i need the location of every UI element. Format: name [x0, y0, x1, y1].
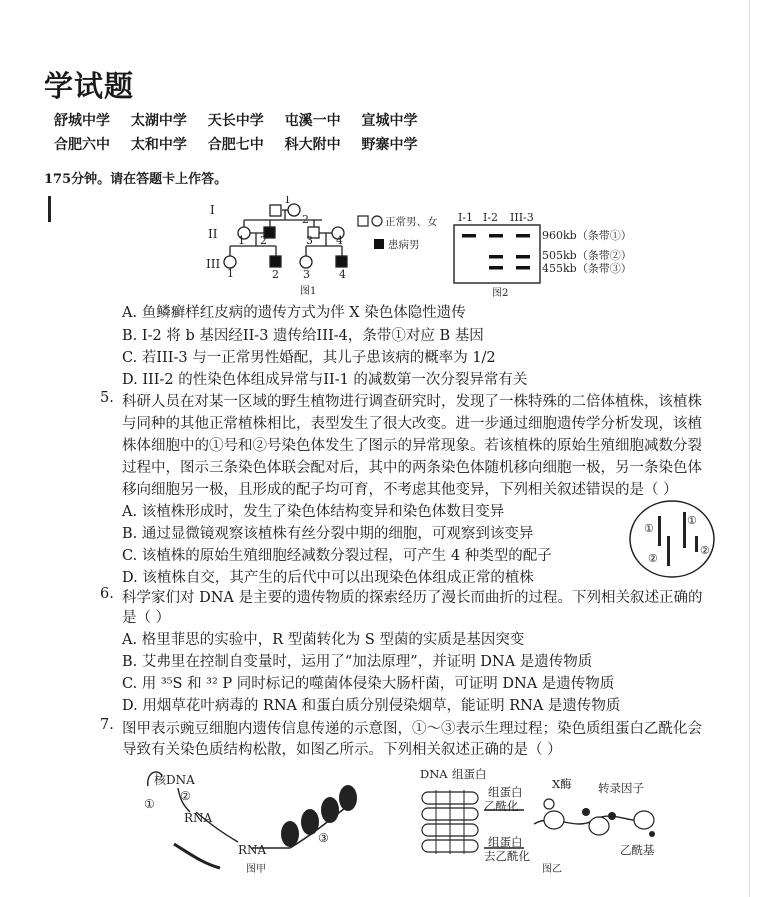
q6-option-d: D. 用烟草花叶病毒的 RNA 和蛋白质分别侵染烟草，能证明 RNA 是遗传物质 [122, 698, 621, 714]
transcription-factor [608, 812, 616, 820]
legend-affected-symbol [374, 239, 384, 249]
individual-label: 2 [272, 268, 279, 281]
chromosome-label: ② [648, 552, 658, 565]
band-label: 505kb（条带②） [542, 249, 632, 262]
acetyl-group [649, 831, 655, 837]
figure-caption: 图2 [492, 288, 509, 299]
generation-label: I [210, 203, 215, 217]
legend-affected-label: 患病男 [388, 239, 420, 251]
label-dna: DNA [420, 767, 448, 781]
pedigree-female [300, 256, 312, 268]
school-name: 天长中学 [207, 113, 264, 129]
cell-outline [630, 501, 714, 577]
individual-label: 2 [260, 234, 267, 247]
label-process-3: ③ [318, 831, 329, 845]
school-name: 科大附中 [284, 137, 341, 153]
q5-number: 5. [100, 390, 114, 406]
label-process-2: ② [180, 789, 191, 803]
individual-label: 3 [306, 234, 313, 247]
label-process-1: ① [144, 797, 155, 811]
membrane-curve [174, 844, 220, 868]
gel-band [489, 234, 503, 238]
transcription-factor [582, 808, 590, 816]
lane-label: I-1 [458, 211, 474, 224]
q5-stem-line: 与同种的其他正常植株相比，表型发生了很大改变。进一步通过细胞遗传学分析发现，该植 [122, 416, 702, 432]
q6-option-b: B. 艾弗里在控制自变量时，运用了“加法原理”，并证明 DNA 是遗传物质 [122, 654, 593, 670]
gel-frame [454, 225, 540, 283]
histone-acetylation-figure [414, 762, 694, 878]
individual-label: 1 [238, 234, 245, 247]
school-name: 舒城中学 [54, 113, 110, 129]
gel-band [516, 266, 530, 270]
exam-info: 175分钟。请在答题卡上作答。 [44, 172, 228, 187]
q5-option-d: D. 该植株自交，其产生的后代中可以出现染色体组成正常的植株 [122, 570, 534, 586]
gel-band [516, 234, 530, 238]
label-rna: RNA [238, 843, 267, 857]
pedigree-affected-male [336, 256, 347, 267]
gel-band [489, 266, 503, 270]
q6-option-c: C. 用 ³⁵S 和 ³² P 同时标记的噬菌体侵染大肠杆菌，可证明 DNA 是遗传物质 [122, 676, 615, 692]
figure-caption: 图乙 [542, 864, 562, 875]
gel-band [489, 255, 503, 259]
chromosome-label: ② [700, 544, 710, 557]
q5-option-a: A. 该植株形成时，发生了染色体结构变异和染色体数目变异 [122, 504, 505, 520]
q6-number: 6. [100, 586, 114, 602]
legend-female-symbol [372, 216, 382, 226]
gene-expression-figure [140, 764, 370, 876]
q4-option-a: A. 鱼鳞癣样红皮病的遗传方式为伴 X 染色体隐性遗传 [122, 305, 466, 321]
q6-stem-line: 是（ ） [122, 610, 171, 626]
q5-stem-line: 株体细胞中的①号和②号染色体发生了图示的异常现象。若该植株的原始生殖细胞减数分裂 [122, 438, 702, 454]
q4-option-d: D. III-2 的性染色体组成异常与II-1 的减数第一次分裂异常有关 [122, 372, 528, 388]
chromosome [683, 512, 686, 548]
individual-label: 4 [336, 234, 343, 247]
ribosome [281, 821, 299, 847]
lane-label: I-2 [483, 211, 499, 224]
chromosome-label: ① [687, 514, 697, 527]
label-histone: 组蛋白 [488, 785, 523, 799]
q5-stem-line: 科研人员在对某一区域的野生植物进行调查研究时，发现了一株特殊的二倍体植株，该植株 [122, 394, 702, 410]
margin-mark [48, 196, 51, 222]
individual-label: 2 [302, 213, 309, 226]
individual-label: 3 [303, 268, 310, 281]
pedigree-affected-male [270, 256, 281, 267]
q4-option-c: C. 若III-3 与一正常男性婚配，其儿子患该病的概率为 1/2 [122, 350, 496, 366]
page-title: 学试题 [44, 69, 135, 103]
label-nuclear-dna: 核DNA [154, 773, 195, 787]
figure-caption: 图甲 [246, 864, 266, 875]
school-name: 合肥七中 [207, 137, 264, 153]
gel-band [462, 234, 476, 238]
school-name: 屯溪一中 [284, 113, 341, 129]
q5-stem-line: 移向细胞另一极，且形成的配子均可育，不考虑其他变异，下列相关叙述错误的是（ ） [122, 482, 678, 498]
school-name: 合肥六中 [54, 137, 110, 153]
label-deacetylation: 去乙酰化 [484, 849, 530, 863]
label-x-enzyme: X酶 [552, 777, 572, 791]
q6-option-a: A. 格里菲思的实验中，R 型菌转化为 S 型菌的实质是基因突变 [122, 632, 525, 648]
individual-label: 4 [339, 268, 346, 281]
q7-stem-line: 导致有关染色质结构松散，如图乙所示。下列相关叙述正确的是（ ） [122, 742, 562, 758]
school-name: 太湖中学 [130, 113, 187, 129]
generation-label: II [208, 227, 218, 241]
chromosome-label: ① [644, 522, 654, 535]
q7-stem-line: 图甲表示豌豆细胞内遗传信息传递的示意图，①～③表示生理过程；染色质组蛋白乙酰化会 [122, 721, 702, 737]
chromosome [667, 536, 670, 566]
x-enzyme [544, 799, 554, 809]
school-name: 野寨中学 [361, 137, 418, 153]
ribosome [301, 809, 319, 835]
legend-normal-label: 正常男、女 [385, 216, 438, 228]
q5-stem-line: 过程中，图示三条染色体联会配对后，其中的两条染色体随机移向细胞一极，另一条染色体 [122, 460, 702, 476]
label-acetyl-group: 乙酰基 [620, 843, 655, 857]
chromosome [695, 536, 698, 552]
individual-label: 1 [227, 267, 234, 280]
pedigree-male [270, 205, 281, 216]
electrophoresis-figure [452, 208, 648, 300]
chromosome-cell-figure [626, 498, 718, 580]
lane-label: III-3 [510, 211, 534, 224]
label-acetylation: 乙酰化 [484, 799, 519, 813]
label-histone: 组蛋白 [488, 835, 523, 849]
individual-label: 1 [284, 196, 291, 206]
label-transcription-factor: 转录因子 [598, 781, 644, 795]
band-label: 960kb（条带①） [542, 229, 632, 242]
chromosome [658, 516, 661, 546]
ribosome [339, 785, 357, 811]
q4-option-b: B. I-2 将 b 基因经II-3 遗传给III-4，条带①对应 B 基因 [122, 328, 484, 344]
gel-band [516, 255, 530, 259]
school-name: 太和中学 [130, 137, 187, 153]
school-name: 宣城中学 [361, 113, 418, 129]
band-label: 455kb（条带③） [542, 262, 632, 275]
figure-caption: 图1 [300, 286, 317, 297]
q7-number: 7. [100, 717, 114, 733]
pedigree-legend [356, 213, 456, 257]
q5-option-b: B. 通过显微镜观察该植株有丝分裂中期的细胞，可观察到该变异 [122, 526, 534, 542]
ribosome [321, 797, 339, 823]
school-list-row-1 [54, 110, 428, 130]
generation-label: III [206, 257, 221, 271]
page-edge [749, 0, 750, 897]
school-list-row-2 [54, 134, 428, 154]
q5-option-c: C. 该植株的原始生殖细胞经减数分裂过程，可产生 4 种类型的配子 [122, 548, 552, 564]
legend-male-symbol [358, 216, 368, 226]
label-histone: 组蛋白 [452, 767, 487, 781]
label-rna: RNA [184, 811, 213, 825]
q6-stem-line: 科学家们对 DNA 是主要的遗传物质的探索经历了漫长而曲折的过程。下列相关叙述正确的 [122, 590, 703, 606]
pedigree-figure [200, 196, 370, 298]
